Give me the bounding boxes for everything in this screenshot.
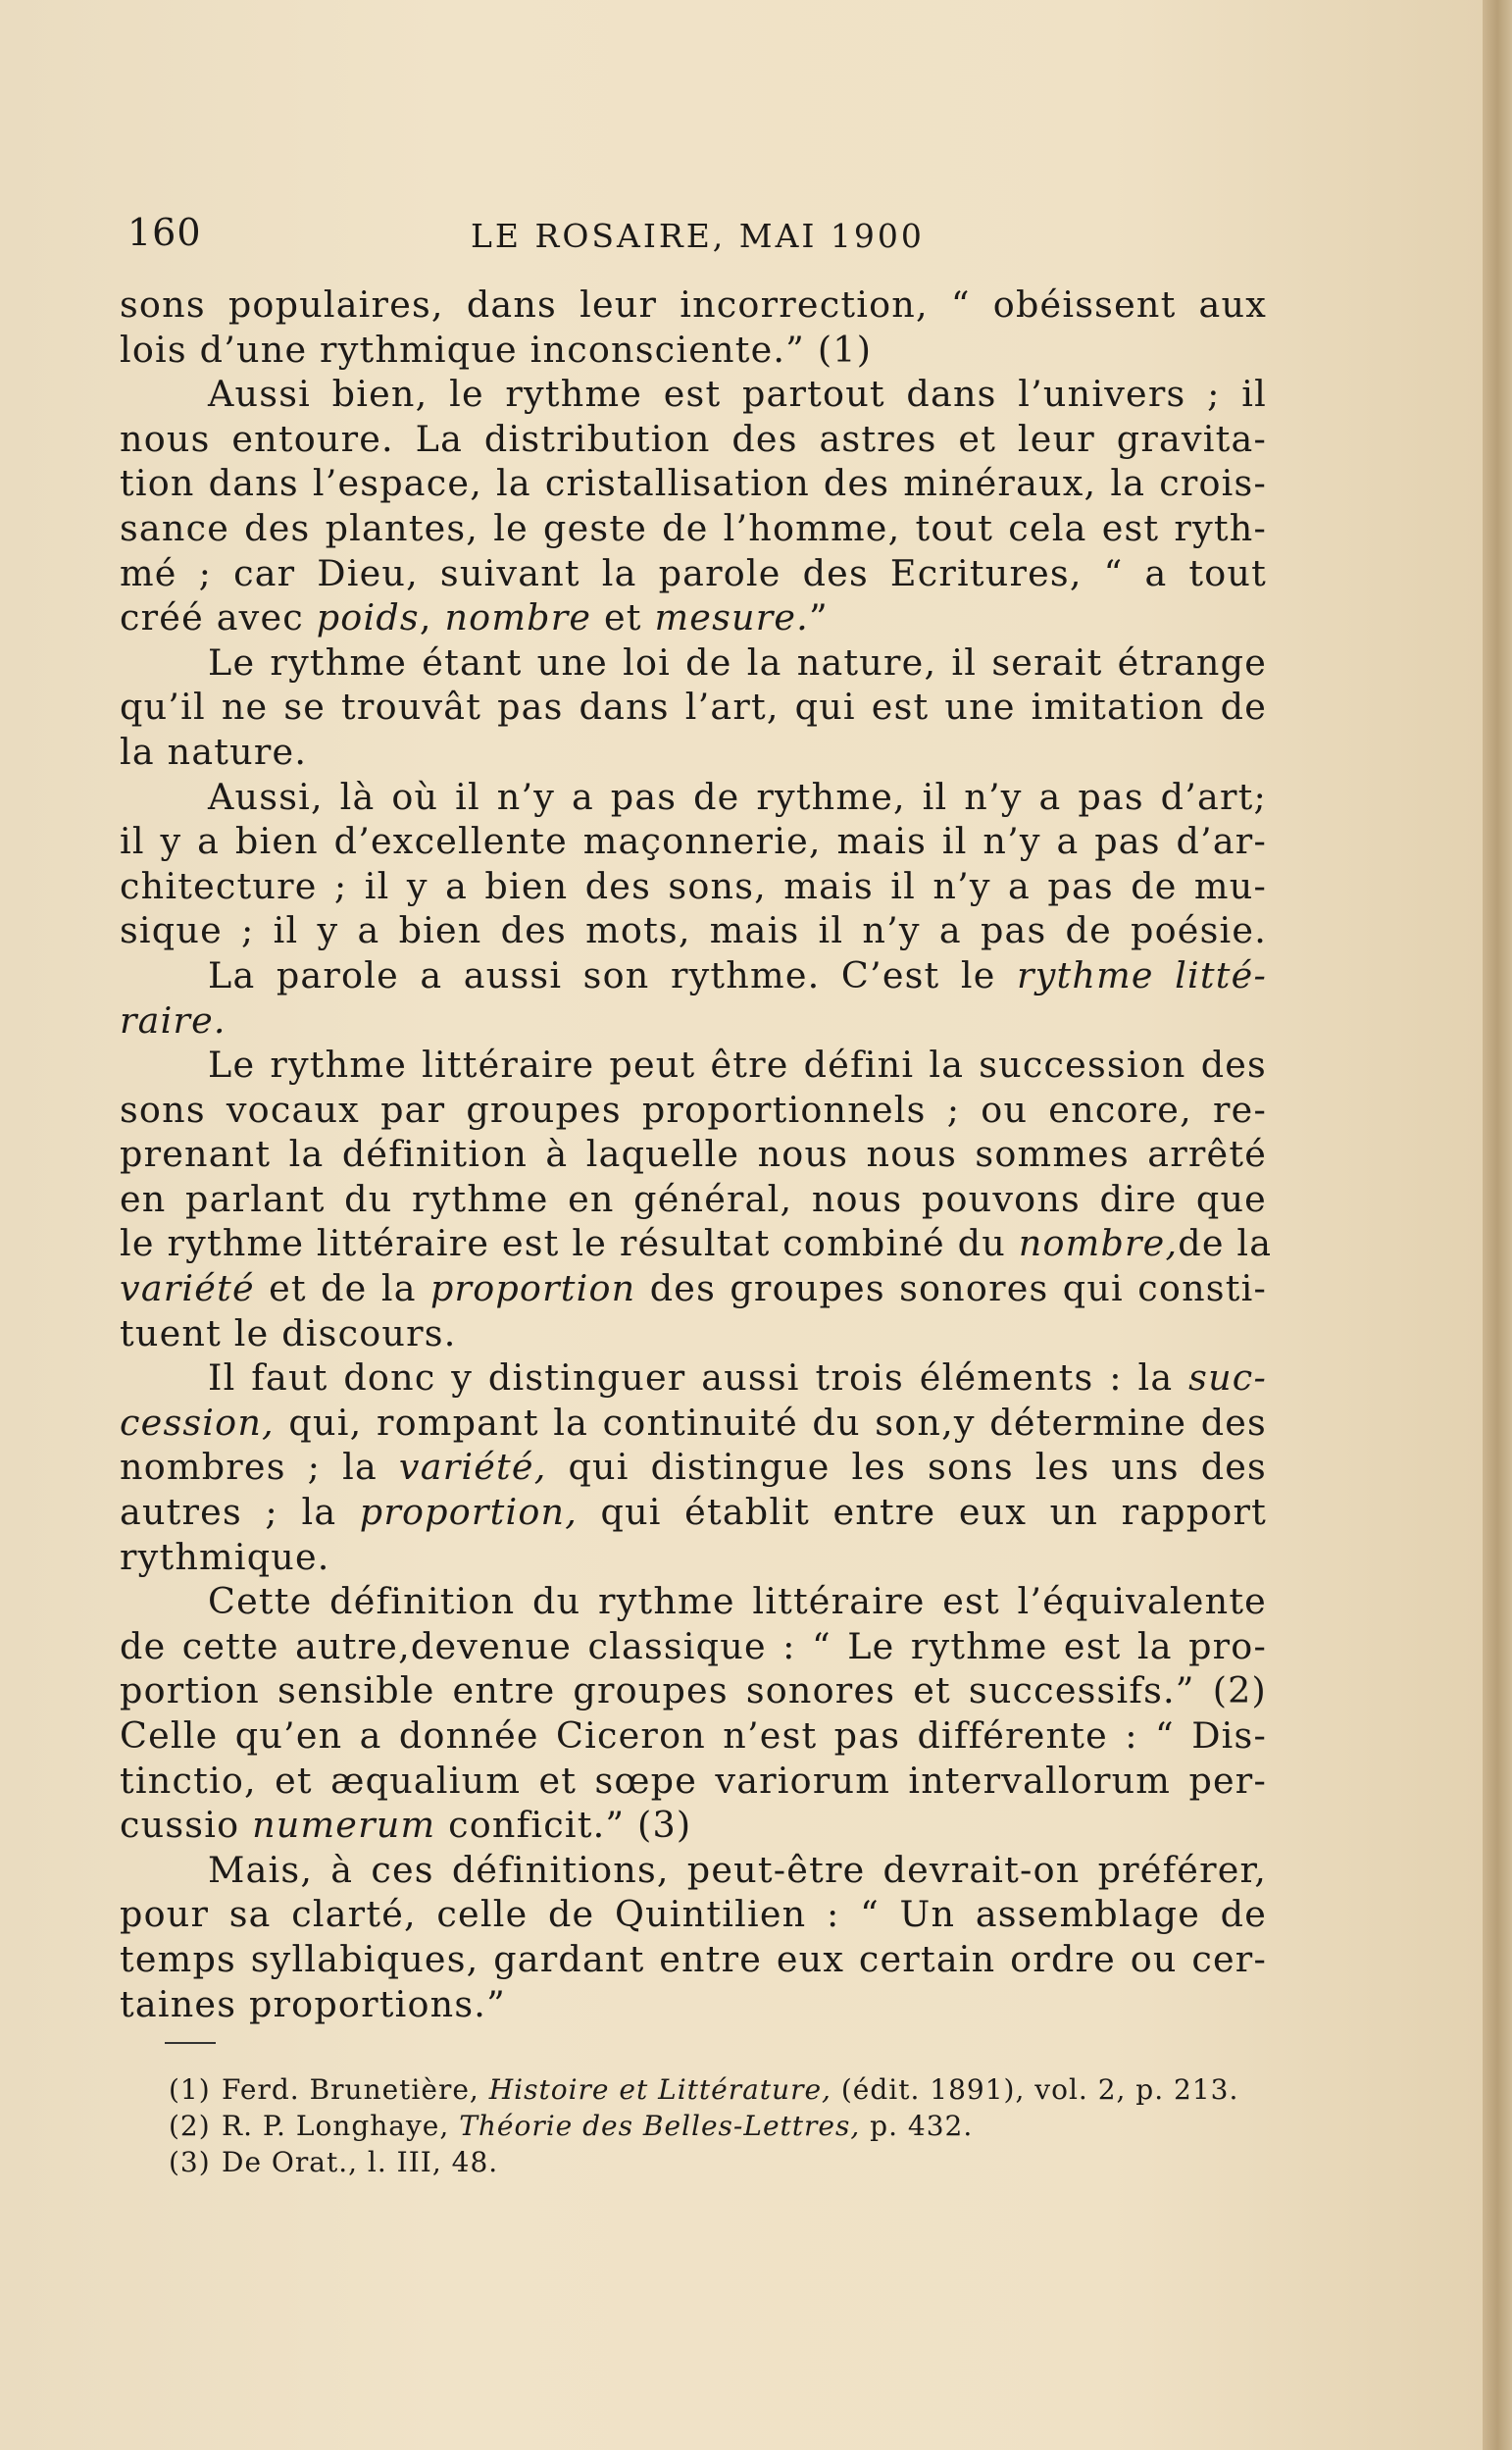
- text-segment: des groupes sonores qui consti-: [635, 1267, 1267, 1310]
- text-segment: La parole a aussi son rythme. C’est le: [208, 953, 1018, 996]
- text-segment: et: [591, 596, 655, 639]
- text-segment: qui distingue les sons les uns des: [546, 1446, 1267, 1489]
- italic-term: variété: [120, 1267, 255, 1310]
- footnotes: [169, 2071, 1247, 2180]
- text-segment: Il faut donc y distinguer aussi trois éléments : la: [208, 1356, 1189, 1400]
- text-line: Cette définition du rythme littéraire est l’équivalente: [208, 1580, 1267, 1623]
- footnote-text: p. 432.: [860, 2110, 974, 2142]
- text-segment: conficit.” (3): [435, 1804, 692, 1847]
- text-segment: et de la: [254, 1267, 430, 1310]
- text-line: [120, 1445, 1267, 1490]
- page-number: 160: [127, 211, 202, 254]
- text-line: prenant la définition à laquelle nous nous sommes arrêté: [120, 1133, 1267, 1176]
- text-line: il y a bien d’excellente maçonnerie, mais il n’y a pas d’ar-: [120, 820, 1267, 863]
- text-line: sons vocaux par groupes proportionnels ; ou encore, re-: [120, 1088, 1267, 1131]
- footnote-title: Histoire et Littérature,: [488, 2073, 832, 2106]
- italic-term: mesure.: [654, 596, 809, 639]
- text-segment: qui établit entre eux un rapport: [578, 1491, 1268, 1534]
- text-line: [120, 953, 1267, 998]
- italic-term: nombre: [444, 596, 592, 639]
- text-segment: cussio: [120, 1804, 253, 1847]
- text-line: en parlant du rythme en général, nous pouvons dire que: [120, 1177, 1267, 1220]
- italic-term: rythme litté-: [1017, 953, 1267, 996]
- italic-term: proportion,: [359, 1491, 578, 1534]
- italic-term: suc-: [1188, 1356, 1267, 1400]
- text-line: Aussi bien, le rythme est partout dans l’univers ; il: [208, 373, 1267, 416]
- page-header: [127, 211, 1265, 260]
- text-segment: de la: [1178, 1222, 1273, 1265]
- text-line: [120, 1355, 1267, 1401]
- text-line: rythmique.: [120, 1535, 330, 1578]
- text-line: [120, 595, 1267, 640]
- text-line: chitecture ; il y a bien des sons, mais il n’y a pas de mu-: [120, 864, 1267, 907]
- footnote-text: Ferd. Brunetière,: [222, 2073, 489, 2106]
- text-line: temps syllabiques, gardant entre eux certain ordre ou cer-: [120, 1937, 1267, 1980]
- body-text: [120, 282, 1273, 2026]
- italic-term: proportion: [429, 1267, 636, 1310]
- text-line: Le rythme étant une loi de la nature, il serait étrange: [208, 640, 1267, 684]
- footnote-2: [169, 2108, 1247, 2144]
- text-line: [120, 1490, 1267, 1535]
- text-line: taines proportions.”: [120, 1982, 506, 2025]
- footnote-text: De Orat., l. III, 48.: [222, 2146, 499, 2178]
- text-segment: nombres ; la: [120, 1446, 399, 1489]
- footnote-number: (1): [169, 2073, 211, 2106]
- text-line: tion dans l’espace, la cristallisation des minéraux, la crois-: [120, 462, 1267, 505]
- footnote-title: Théorie des Belles-Lettres,: [459, 2110, 861, 2142]
- text-line: sance des plantes, le geste de l’homme, tout cela est ryth-: [120, 506, 1267, 549]
- text-segment: ”: [808, 596, 829, 639]
- footnote-divider: [165, 2042, 216, 2044]
- text-line: Mais, à ces définitions, peut-être devrait-on préférer,: [208, 1848, 1267, 1891]
- text-line: [120, 1266, 1267, 1311]
- italic-term: nombre,: [1018, 1222, 1179, 1265]
- text-line: tuent le discours.: [120, 1311, 457, 1354]
- text-line: sons populaires, dans leur incorrection, “ obéissent aux: [120, 283, 1267, 326]
- text-line: la nature.: [120, 730, 308, 773]
- text-segment: créé avec: [120, 596, 317, 639]
- footnote-text: (édit. 1891), vol. 2, p. 213.: [831, 2073, 1239, 2106]
- text-line: Aussi, là où il n’y a pas de rythme, il n’y a pas d’art;: [208, 775, 1267, 818]
- text-line: sique ; il y a bien des mots, mais il n’y a pas de poésie.: [120, 909, 1267, 952]
- running-title: LE ROSAIRE, MAI 1900: [471, 217, 925, 255]
- text-line: [120, 1803, 1267, 1848]
- text-line: tinctio, et æqualium et sœpe variorum intervallorum per-: [120, 1759, 1267, 1802]
- text-segment: ,: [419, 596, 445, 639]
- text-line: Le rythme littéraire peut être défini la succession des: [208, 1044, 1267, 1087]
- text-line: [120, 1221, 1273, 1266]
- text-line: de cette autre,devenue classique : “ Le rythme est la pro-: [120, 1624, 1267, 1667]
- footnote-1: [169, 2071, 1247, 2108]
- footnote-text: R. P. Longhaye,: [222, 2110, 460, 2142]
- text-line: Celle qu’en a donnée Ciceron n’est pas différente : “ Dis-: [120, 1714, 1267, 1757]
- text-line: [120, 1401, 1267, 1446]
- footnote-number: (3): [169, 2146, 211, 2178]
- italic-term: poids: [316, 596, 420, 639]
- text-segment: qui, rompant la continuité du son,y détermine des: [274, 1401, 1267, 1444]
- text-line: portion sensible entre groupes sonores et successifs.” (2): [120, 1669, 1267, 1712]
- text-segment: autres ; la: [120, 1491, 360, 1534]
- italic-term: cession,: [120, 1401, 275, 1444]
- text-line: nous entoure. La distribution des astres et leur gravita-: [120, 417, 1267, 460]
- text-segment: le rythme littéraire est le résultat combiné du: [120, 1222, 1019, 1265]
- footnote-number: (2): [169, 2110, 211, 2142]
- italic-term: numerum: [252, 1804, 436, 1847]
- text-line: raire.: [120, 998, 227, 1042]
- footnote-3: [169, 2144, 1247, 2180]
- text-line: qu’il ne se trouvât pas dans l’art, qui est une imitation de: [120, 686, 1267, 729]
- text-line: mé ; car Dieu, suivant la parole des Ecritures, “ a tout: [120, 551, 1267, 594]
- page-edge: [1483, 0, 1512, 2450]
- text-line: pour sa clarté, celle de Quintilien : “ Un assemblage de: [120, 1893, 1267, 1936]
- text-line: lois d’une rythmique inconsciente.” (1): [120, 328, 873, 371]
- italic-term: variété,: [398, 1446, 547, 1489]
